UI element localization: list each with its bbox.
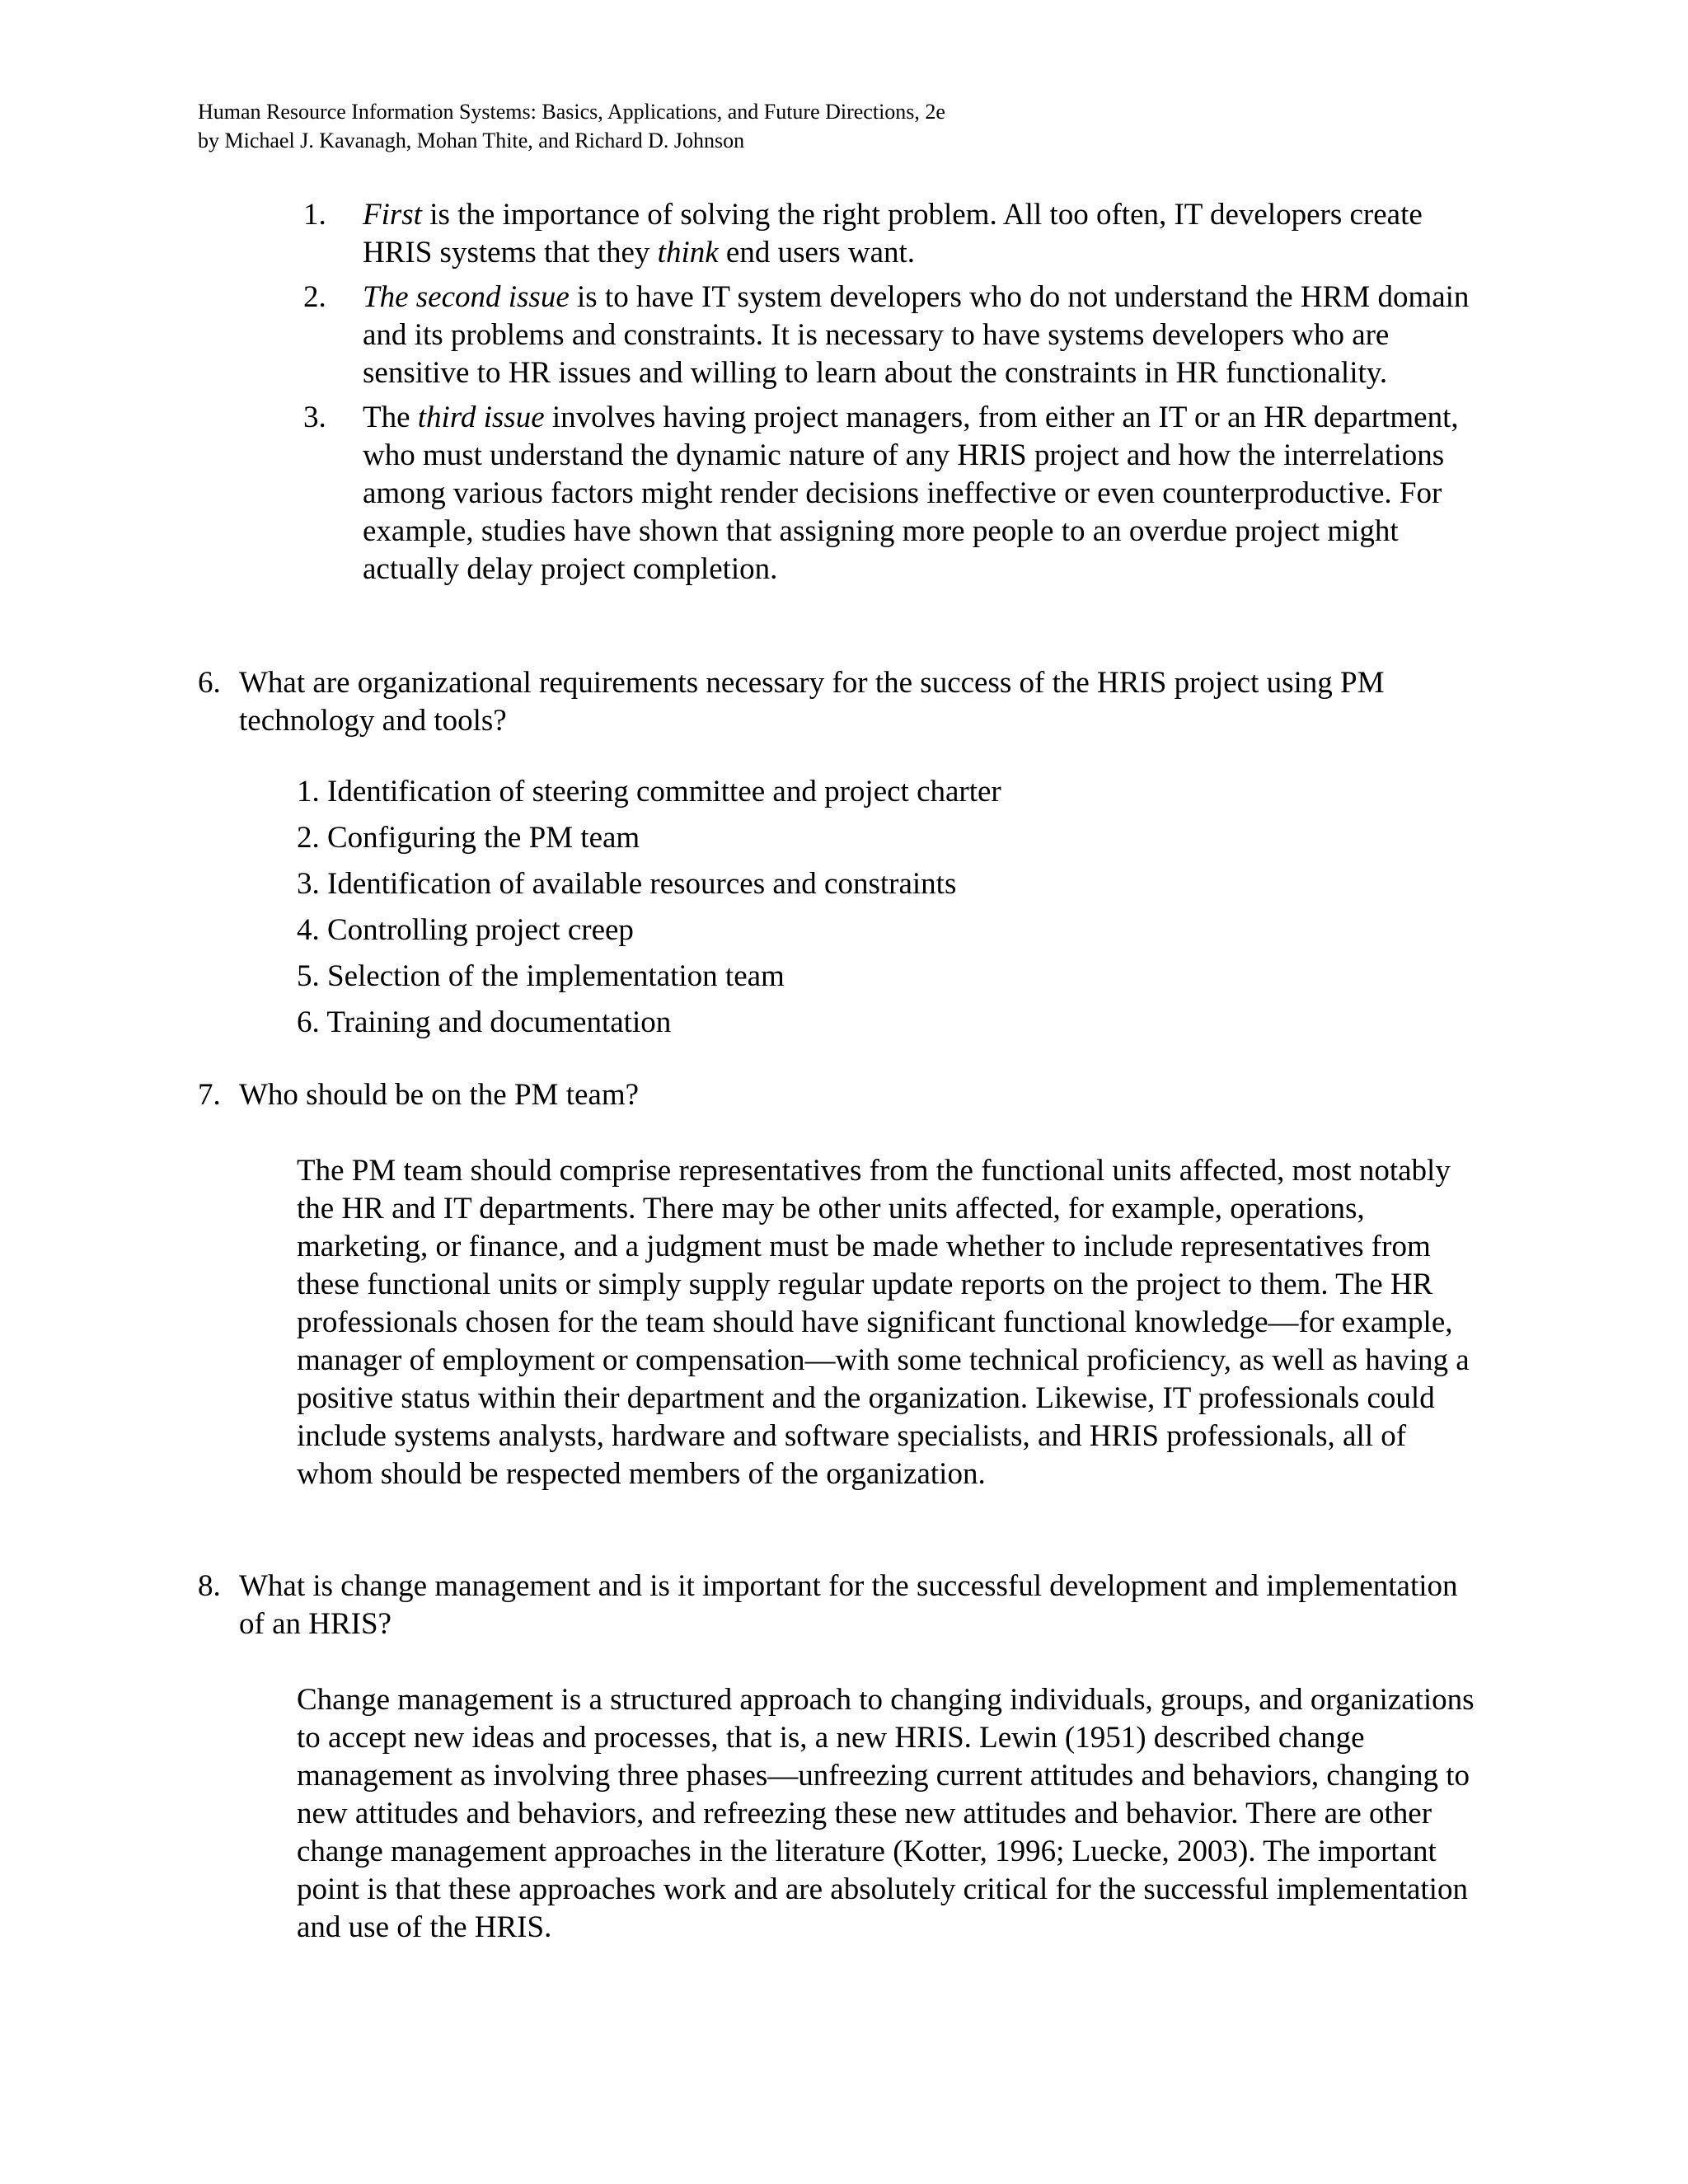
requirement-item: 2. Configuring the PM team — [297, 821, 640, 855]
question-8 — [198, 1568, 1484, 1643]
question-number: 8. — [198, 1569, 221, 1603]
issue-number: 1. — [303, 198, 326, 232]
question-number: 6. — [198, 666, 221, 700]
issues-list — [198, 196, 1484, 595]
book-title: Human Resource Information Systems: Basics, Applications, and Future Directions, 2e — [198, 100, 945, 124]
issue-text: is the importance of solving the right problem. All too often, IT developers create HRIS systems that they — [363, 198, 1423, 269]
issue-item-3 — [198, 399, 1484, 588]
requirements-list — [297, 773, 1001, 1050]
issue-item-1 — [198, 196, 1484, 272]
issue-lead-italic: The second issue — [363, 280, 570, 314]
question-text: What are organizational requirements necessary for the success of the HRIS project using PM technology and tools? — [239, 666, 1385, 738]
requirement-item: 3. Identification of available resources and constraints — [297, 867, 957, 901]
issue-lead-italic: First — [363, 198, 422, 232]
issue-text: is to have IT system developers who do not understand the HRM domain and its problems and constraints. It is necessary to have systems developers who are sensitive to HR issues and willing to learn about the constraints in HR functionality. — [363, 280, 1470, 390]
answer-q8: Change management is a structured approach to changing individuals, groups, and organizations to accept new ideas and processes, that is, a new HRIS. Lewin (1951) described change management as involving three phases—unfreezing current attitudes and behaviors, changing to new attitudes and behaviors, and refreezing these new attitudes and behavior. There are other change management approaches in the literature (Kotter, 1996; Luecke, 2003). The important point is that these approaches work and are absolutely critical for the successful implementation and use of the HRIS. — [297, 1683, 1475, 1944]
issue-number: 2. — [303, 280, 326, 314]
issue-lead-italic: third issue — [417, 401, 545, 434]
issue-lead: The — [363, 401, 418, 434]
requirement-item: 4. Controlling project creep — [297, 913, 634, 947]
answer-q7: The PM team should comprise representatives from the functional units affected, most notably the HR and IT departments. There may be other units affected, for example, operations, marketing, or finance, and a judgment must be made whether to include representatives from these functional units or simply supply regular update reports on the project to them. The HR professionals chosen for the team should have significant functional knowledge—for example, manager of employment or compensation—with some technical proficiency, as well as having a positive status within their department and the organization. Likewise, IT professionals could include systems analysts, hardware and software specialists, and HRIS professionals, all of whom should be respected members of the organization. — [297, 1154, 1470, 1491]
issue-text-end: end users want. — [718, 236, 916, 269]
issue-item-2 — [198, 279, 1484, 392]
requirement-item: 5. Selection of the implementation team — [297, 959, 785, 993]
book-authors: by Michael J. Kavanagh, Mohan Thite, and Richard D. Johnson — [198, 129, 745, 152]
question-7 — [198, 1076, 1484, 1114]
question-6 — [198, 664, 1484, 740]
issue-italic-word: think — [657, 236, 719, 269]
running-header — [198, 97, 945, 155]
question-number: 7. — [198, 1078, 221, 1112]
issue-text: involves having project managers, from either an IT or an HR department, who must understand the dynamic nature of any HRIS project and how the interrelations among various factors might render decisions ineffective or even counterproductive. For example, studies have shown that assigning more people to an overdue project might actually delay project completion. — [363, 401, 1459, 586]
question-text: Who should be on the PM team? — [239, 1078, 640, 1112]
question-text: What is change management and is it important for the successful development and implementation of an HRIS? — [239, 1569, 1458, 1641]
issue-number: 3. — [303, 401, 326, 434]
requirement-item: 6. Training and documentation — [297, 1005, 672, 1039]
requirement-item: 1. Identification of steering committee and project charter — [297, 775, 1001, 808]
